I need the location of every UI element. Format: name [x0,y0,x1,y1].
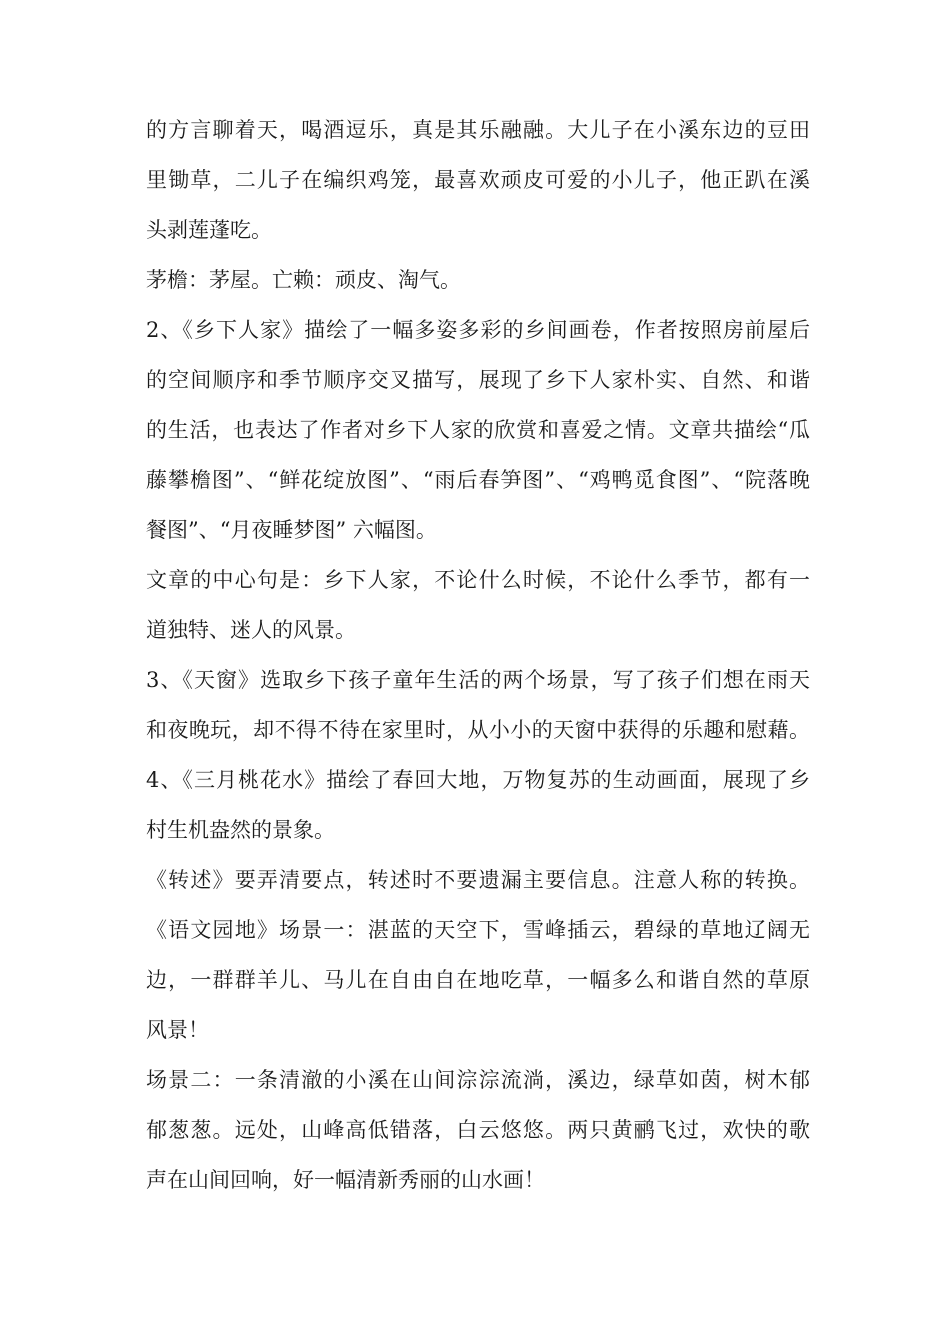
text-line: 的生活，也表达了作者对乡下人家的欣赏和喜爱之情。文章共描绘“瓜 [146,418,810,442]
text-line: 里锄草，二儿子在编织鸡笼，最喜欢顽皮可爱的小儿子，他正趴在溪 [146,168,810,192]
text-line: 声在山间回响，好一幅清新秀丽的山水画！ [146,1168,545,1192]
text-line: 藤攀檐图”、“鲜花绽放图”、“雨后春笋图”、“鸡鸭觅食图”、“院落晚 [146,468,810,492]
text-line: 风景！ [146,1018,209,1042]
text-line: 的方言聊着天，喝酒逗乐，真是其乐融融。大儿子在小溪东边的豆田 [146,118,810,142]
text-line: 头剥莲蓬吃。 [146,218,272,242]
text-line: 郁葱葱。远处，山峰高低错落，白云悠悠。两只黄鹂飞过，欢快的歌 [146,1118,810,1142]
text-line: 文章的中心句是：乡下人家，不论什么时候，不论什么季节，都有一 [146,568,810,592]
text-line: 村生机盎然的景象。 [146,818,335,842]
text-line: 《转述》要弄清要点，转述时不要遗漏主要信息。注意人称的转换。 [146,868,810,892]
text-line: 场景二：一条清澈的小溪在山间淙淙流淌，溪边，绿草如茵，树木郁 [146,1068,810,1092]
text-line: 的空间顺序和季节顺序交叉描写，展现了乡下人家朴实、自然、和谐 [146,368,810,392]
text-line: 2、《乡下人家》描绘了一幅多姿多彩的乡间画卷，作者按照房前屋后 [146,318,810,342]
text-line: 边，一群群羊儿、马儿在自由自在地吃草，一幅多么和谐自然的草原 [146,968,810,992]
text-line: 《语文园地》场景一：湛蓝的天空下，雪峰插云，碧绿的草地辽阔无 [146,918,810,942]
text-line: 茅檐：茅屋。亡赖：顽皮、淘气。 [146,268,461,292]
text-line: 4、《三月桃花水》描绘了春回大地，万物复苏的生动画面，展现了乡 [146,768,810,792]
text-line: 3、《天窗》选取乡下孩子童年生活的两个场景，写了孩子们想在雨天 [146,668,810,692]
text-line: 和夜晚玩，却不得不待在家里时，从小小的天窗中获得的乐趣和慰藉。 [146,718,810,742]
text-line: 餐图”、“月夜睡梦图” 六幅图。 [146,518,437,542]
text-line: 道独特、迷人的风景。 [146,618,356,642]
